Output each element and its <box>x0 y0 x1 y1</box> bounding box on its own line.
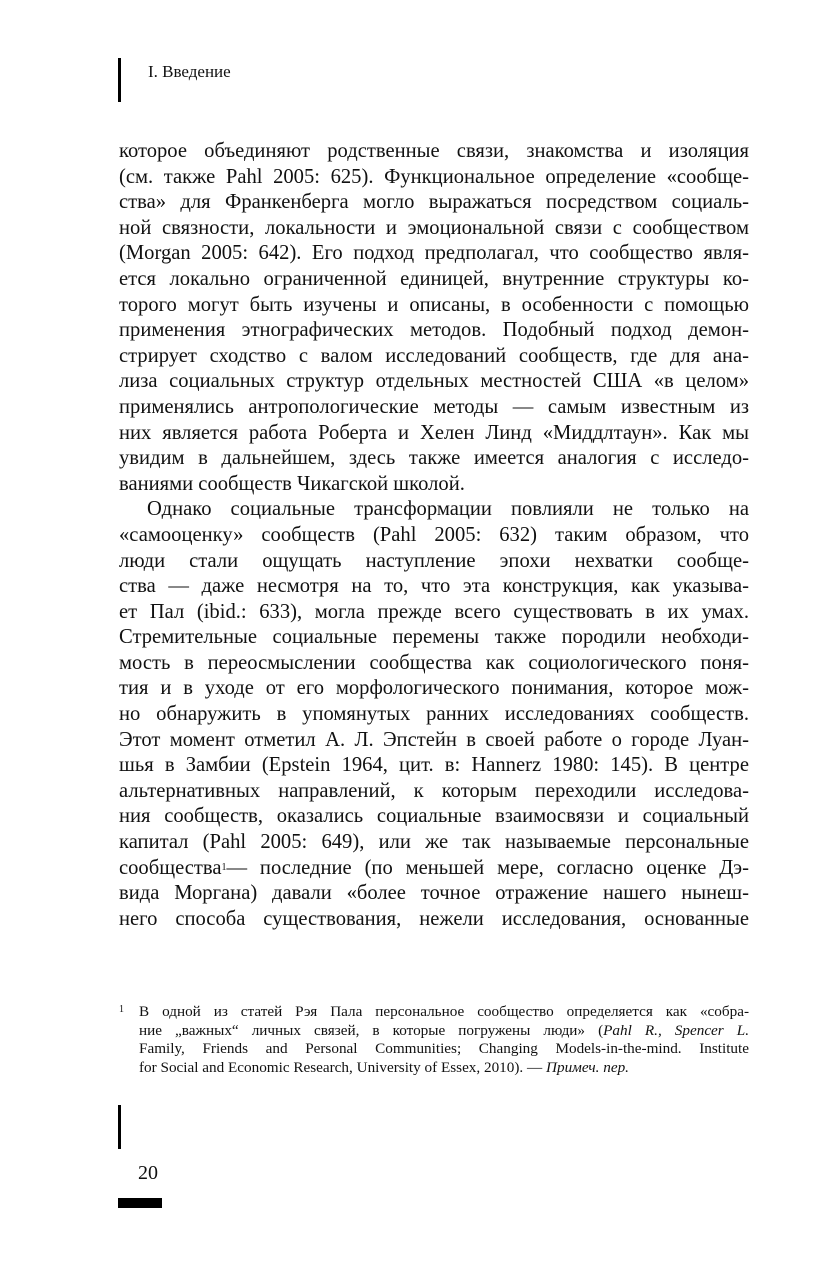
text-line: Этот момент отметил А. Л. Эпстейн в своей работе о городе Луан- <box>119 728 749 751</box>
text-line: увидим в дальнейшем, здесь также имеется аналогия с исследо- <box>119 447 749 470</box>
text-line: применения этнографических методов. Подобный подход демон- <box>119 319 749 342</box>
text-line: капитал (Pahl 2005: 649), или же так называемые персональные <box>119 831 749 854</box>
text-line: торого могут быть изучены и описаны, в особенности с помощью <box>119 293 749 316</box>
text-line: (Morgan 2005: 642). Его подход предполагал, что сообщество явля- <box>119 242 749 265</box>
footnote-line <box>139 1022 749 1041</box>
footnote-line: Family, Friends and Personal Communities; Changing Models-in-the-mind. Institute <box>139 1040 749 1058</box>
paragraph-start-line: Однако социальные трансформации повлияли не только на <box>147 498 749 521</box>
text-line: «самооценку» сообществ (Pahl 2005: 632) таким образом, что <box>119 523 749 546</box>
footnote <box>119 1003 749 1077</box>
text-fragment: — последние (по меньшей мере, согласно оценке Дэ- <box>226 856 749 879</box>
text-line: стрирует сходство с валом исследований сообществ, где для ана- <box>119 344 749 367</box>
running-header: I. Введение <box>148 62 231 81</box>
body-text <box>119 139 749 932</box>
text-line: применялись антропологические методы — самым известным из <box>119 395 749 418</box>
footnote-text: for Social and Economic Research, University of Essex, 2010). — <box>139 1058 547 1076</box>
text-line: которое объединяют родственные связи, знакомства и изоляция <box>119 140 749 162</box>
footnote-text: ние „важных“ личных связей, в которые погружены люди» ( <box>139 1021 604 1039</box>
text-line: вида Моргана) давали «более точное отражение нашего нынеш- <box>119 882 749 905</box>
text-line: ния сообществ, оказались социальные взаимосвязи и социальный <box>119 805 749 828</box>
footnote-marker: 1 <box>119 1004 124 1015</box>
text-line: (см. также Pahl 2005: 625). Функциональное определение «сообще- <box>119 165 749 188</box>
footnote-body <box>139 1003 749 1077</box>
text-line: Стремительные социальные перемены также породили необходи- <box>119 626 749 649</box>
text-line: ной связности, локальности и эмоциональной связи с сообществом <box>119 216 749 239</box>
footnote-line: В одной из статей Рэя Пала персональное сообщество определяется как «собра- <box>139 1003 749 1020</box>
footer-rule <box>118 1105 121 1149</box>
text-line: ства — даже несмотря на то, что эта конструкция, как указыва- <box>119 575 749 598</box>
footnote-author-italic: Pahl R., Spencer L. <box>603 1021 749 1039</box>
text-line-with-footnote-ref <box>119 856 749 882</box>
text-line: люди стали ощущать наступление эпохи нехватки сообще- <box>119 549 749 572</box>
page-number-bar <box>118 1198 162 1208</box>
text-line: мость в переосмыслении сообщества как социологического поня- <box>119 651 749 674</box>
text-line: шья в Замбии (Epstein 1964, цит. в: Hannerz 1980: 145). В центре <box>119 754 749 777</box>
text-line: лиза социальных структур отдельных местностей США «в целом» <box>119 370 749 393</box>
footnote-reference[interactable]: 1 <box>221 861 227 873</box>
text-line: ется локально ограниченной единицей, внутренние структуры ко- <box>119 267 749 290</box>
header-rule <box>118 58 121 102</box>
footnote-line <box>139 1059 749 1078</box>
text-line: него способа существования, нежели исследования, основанные <box>119 907 749 930</box>
translator-note-italic: Примеч. пер. <box>546 1058 629 1076</box>
text-line: ства» для Франкенберга могло выражаться посредством социаль- <box>119 191 749 214</box>
text-fragment: сообщества <box>119 856 222 879</box>
text-line: них является работа Роберта и Хелен Линд «Миддлтаун». Как мы <box>119 421 749 444</box>
text-line: тия и в уходе от его морфологического понимания, которое мож- <box>119 677 749 700</box>
text-line: ет Пал (ibid.: 633), могла прежде всего существовать в их умах. <box>119 600 749 623</box>
page-number: 20 <box>138 1162 158 1184</box>
text-line: ваниями сообществ Чикагской школой. <box>119 472 465 495</box>
text-line: альтернативных направлений, к которым переходили исследова- <box>119 779 749 802</box>
text-line: но обнаружить в упомянутых ранних исследованиях сообществ. <box>119 703 749 726</box>
